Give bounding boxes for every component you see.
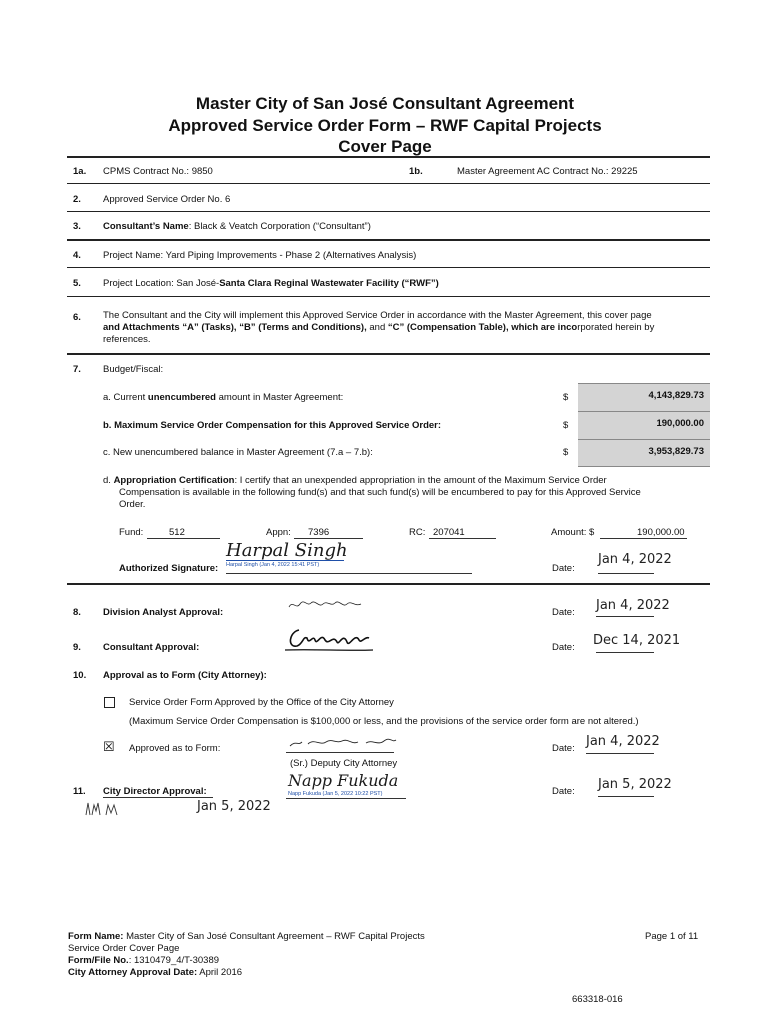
fund-label: Fund: [119, 527, 144, 538]
divider [67, 183, 710, 184]
consultant-date-label: Date: [552, 642, 575, 653]
city-director-label-underline [103, 797, 213, 798]
deputy-attorney-line [286, 752, 394, 753]
appropriation-line-1 [103, 475, 607, 486]
attachments-ab: and Attachments “A” (Tasks), “B” (Terms and Conditions), [103, 322, 367, 333]
item-number-2: 2. [73, 194, 81, 205]
item6-rest: rporated herein by [577, 322, 655, 333]
item-number-11: 11. [73, 786, 86, 797]
rc-label: RC: [409, 527, 426, 538]
footer-form-line-2: Service Order Cover Page [68, 943, 180, 954]
project-name: Project Name: Yard Piping Improvements - Phase 2 (Alternatives Analysis) [103, 250, 417, 261]
item-number-9: 9. [73, 642, 81, 653]
director-date-label: Date: [552, 786, 575, 797]
appropriation-certification-label: Appropriation Certification [113, 475, 235, 486]
auth-date-line [598, 573, 654, 574]
budget-c-currency: $ [563, 447, 569, 458]
item-number-1a: 1a. [73, 166, 87, 177]
option1-label: Service Order Form Approved by the Office of the City Attorney [129, 697, 394, 708]
page-number: Page 1 of 11 [645, 931, 699, 942]
budget-a-currency: $ [563, 392, 569, 403]
item-number-8: 8. [73, 607, 81, 618]
city-director-label: City Director Approval: [103, 786, 207, 797]
signature-stroke [226, 560, 344, 561]
option2-label: Approved as to Form: [129, 743, 221, 754]
city-director-stamp: Napp Fukuda (Jan 5, 2022 10:22 PST) [288, 791, 383, 797]
budget-c-value-box [578, 439, 710, 467]
attorney-date: Jan 4, 2022 [586, 734, 660, 749]
amount-label: Amount: $ [551, 527, 595, 538]
item-number-4: 4. [73, 250, 81, 261]
footer-form-name [68, 931, 425, 942]
division-date-line [596, 616, 654, 617]
fund-value: 512 [169, 527, 185, 538]
footer-form-name-label: Form Name: [68, 931, 124, 942]
budget-b-value-box [578, 411, 710, 439]
budget-c-value: 3,953,829.73 [648, 446, 704, 457]
item6-line-1: The Consultant and the City will implement this Approved Service Order in accordance with the Master Agreement, this cover page [103, 310, 652, 321]
consultant-name-value: : Black & Veatch Corporation (“Consultant”) [188, 221, 371, 232]
budget-b-currency: $ [563, 420, 569, 431]
budget-a-value-box [578, 383, 710, 411]
project-location [103, 278, 439, 289]
division-analyst-label: Division Analyst Approval: [103, 607, 224, 618]
appn-value: 7396 [308, 527, 330, 538]
fund-underline [147, 538, 220, 539]
director-date: Jan 5, 2022 [598, 777, 672, 792]
authorized-signature-label: Authorized Signature: [119, 563, 219, 574]
footer-approval-value: April 2016 [197, 967, 243, 978]
rc-underline [429, 538, 496, 539]
consultant-date-line [596, 652, 654, 653]
consultant-name [103, 221, 371, 232]
divider-top [67, 156, 710, 158]
divider [67, 353, 710, 355]
divider [67, 296, 710, 297]
footer-file-label: Form/File No. [68, 955, 129, 966]
approval-as-to-form-label: Approval as to Form (City Attorney): [103, 670, 267, 681]
cpms-contract: CPMS Contract No.: 9850 [103, 166, 213, 177]
item6-and: and [366, 322, 388, 333]
appropriation-text-1: : I certify that an unexpended appropriation in the amount of the Maximum Service Order [234, 475, 607, 486]
authorized-signature-line [226, 573, 472, 574]
deputy-attorney-signature [288, 734, 398, 750]
item6-line-2 [103, 322, 654, 333]
item-number-10: 10. [73, 670, 87, 681]
budget-a-bold: unencumbered [147, 392, 216, 403]
appn-underline [294, 538, 363, 539]
document-number: 663318-016 [572, 994, 623, 1005]
initials-mark [84, 799, 124, 817]
footer-file-number [68, 955, 219, 966]
appropriation-line-3: Order. [119, 499, 146, 510]
title-line-3: Cover Page [338, 137, 432, 156]
consultant-approval-label: Consultant Approval: [103, 642, 200, 653]
amount-value: 190,000.00 [637, 527, 685, 538]
project-location-prefix: Project Location: San José- [103, 278, 220, 289]
city-director-line [286, 798, 406, 799]
item-number-1b: 1b. [409, 166, 423, 177]
budget-c-label: c. New unencumbered balance in Master Agreement (7.a – 7.b): [103, 447, 373, 458]
divider [67, 239, 710, 241]
division-date: Jan 4, 2022 [596, 598, 670, 613]
option2-checkbox[interactable]: ☒ [103, 739, 115, 754]
attorney-date-line [586, 753, 654, 754]
appropriation-prefix: d. [103, 475, 114, 486]
budget-heading: Budget/Fiscal: [103, 364, 164, 375]
consultant-name-label: Consultant’s Name [103, 221, 189, 232]
deputy-attorney-title: (Sr.) Deputy City Attorney [290, 758, 398, 769]
auth-date: Jan 4, 2022 [598, 552, 672, 567]
authorized-signature-stamp: Harpal Singh (Jan 4, 2022 15:41 PST) [226, 562, 320, 568]
authorized-signature: Harpal Singh [226, 540, 348, 561]
budget-a-label [103, 392, 343, 403]
option1-checkbox[interactable] [104, 697, 115, 708]
budget-a-suffix: amount in Master Agreement: [216, 392, 344, 403]
amount-underline [600, 538, 687, 539]
divider [67, 211, 710, 212]
title-line-1: Master City of San José Consultant Agreement [195, 94, 575, 113]
divider [67, 267, 710, 268]
divider [67, 583, 710, 585]
appn-label: Appn: [266, 527, 291, 538]
budget-b-label: b. Maximum Service Order Compensation for this Approved Service Order: [103, 420, 442, 431]
footer-approval-date [68, 967, 242, 978]
city-director-signature: Napp Fukuda [288, 771, 399, 790]
budget-a-prefix: a. Current [103, 392, 148, 403]
budget-a-value: 4,143,829.73 [648, 390, 704, 401]
footer-approval-label: City Attorney Approval Date: [68, 967, 198, 978]
project-location-facility: Santa Clara Reginal Wastewater Facility (“RWF”) [219, 278, 439, 289]
division-analyst-signature [287, 598, 367, 612]
auth-date-label: Date: [552, 563, 575, 574]
item-number-6: 6. [73, 312, 81, 323]
item6-line-3: references. [103, 334, 151, 345]
item-number-7: 7. [73, 364, 81, 375]
item-number-5: 5. [73, 278, 81, 289]
initials-date: Jan 5, 2022 [197, 799, 271, 814]
title-line-2: Approved Service Order Form – RWF Capital Projects [168, 116, 602, 135]
attachment-c: “C” (Compensation Table), which are inco [387, 322, 578, 333]
master-ac-contract: Master Agreement AC Contract No.: 29225 [457, 166, 638, 177]
attorney-date-label: Date: [552, 743, 575, 754]
appropriation-line-2: Compensation is available in the following fund(s) and that such fund(s) will be encumbered to pay for this Approved Service [119, 487, 641, 498]
footer-form-name-value: Master City of San José Consultant Agreement – RWF Capital Projects [123, 931, 425, 942]
rc-value: 207041 [433, 527, 465, 538]
budget-b-value: 190,000.00 [656, 418, 704, 429]
consultant-signature [285, 624, 375, 656]
option1-note: (Maximum Service Order Compensation is $100,000 or less, and the provisions of the service order form are not altered.) [129, 716, 639, 727]
consultant-date: Dec 14, 2021 [593, 633, 681, 648]
service-order-number: Approved Service Order No. 6 [103, 194, 231, 205]
footer-file-value: : 1310479_4/T-30389 [128, 955, 220, 966]
director-date-line [598, 796, 654, 797]
item-number-3: 3. [73, 221, 81, 232]
division-date-label: Date: [552, 607, 575, 618]
